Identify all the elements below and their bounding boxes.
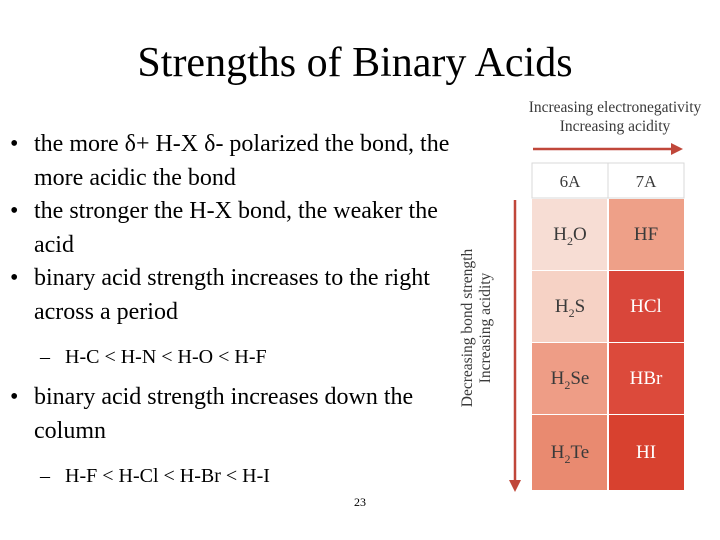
dash-icon: – xyxy=(40,346,50,368)
sub-bullet-item xyxy=(10,462,450,490)
bullet-list xyxy=(10,128,450,500)
bullet-dot-icon: • xyxy=(10,384,19,410)
top-label-acidity: Increasing acidity xyxy=(559,118,671,135)
formula-h2te: $H_2Te$ xyxy=(550,442,590,466)
dash-icon: – xyxy=(40,465,50,487)
bullet-dot-icon: • xyxy=(10,198,19,224)
down-arrow-icon xyxy=(509,480,521,492)
bullet-item xyxy=(10,195,450,262)
formula-hbr: HBr xyxy=(629,368,663,389)
page-number: 23 xyxy=(354,495,366,509)
acidity-trend-figure xyxy=(455,92,715,500)
sub-bullet-text: H-F < H-Cl < H-Br < H-I xyxy=(65,465,270,487)
side-label-bond-strength: Decreasing bond strength xyxy=(459,248,476,408)
bullet-text: binary acid strength increases to the right across a period xyxy=(34,265,430,325)
bullet-dot-icon: • xyxy=(10,131,19,157)
bullet-item xyxy=(10,128,450,195)
right-arrow-icon xyxy=(671,143,683,155)
formula-h2se: $H_2Se$ xyxy=(550,368,590,392)
formula-h2o: $H_2O$ xyxy=(553,224,587,248)
sub-bullet-text: H-C < H-N < H-O < H-F xyxy=(65,346,267,368)
sub-bullet-item xyxy=(10,343,450,371)
bullet-dot-icon: • xyxy=(10,265,19,291)
bullet-text: the stronger the H-X bond, the weaker the acid xyxy=(34,198,438,258)
bullet-item xyxy=(10,381,450,448)
top-label-electronegativity: Increasing electronegativity xyxy=(528,99,702,116)
slide-title: Strengths of Binary Acids xyxy=(137,40,573,86)
formula-hi: HI xyxy=(635,442,657,463)
bullet-text: the more δ+ H-X δ- polarized the bond, the more acidic the bond xyxy=(34,131,450,191)
column-header-7a: 7A xyxy=(635,172,657,191)
column-header-6a: 6A xyxy=(559,172,581,191)
bullet-item xyxy=(10,262,450,329)
formula-hf: HF xyxy=(633,224,659,245)
formula-h2s: $H_2S$ xyxy=(554,296,586,320)
formula-hcl: HCl xyxy=(630,296,662,317)
acid-table xyxy=(532,163,684,490)
bullet-text: binary acid strength increases down the column xyxy=(34,384,414,444)
side-label-acidity: Increasing acidity xyxy=(477,272,494,384)
